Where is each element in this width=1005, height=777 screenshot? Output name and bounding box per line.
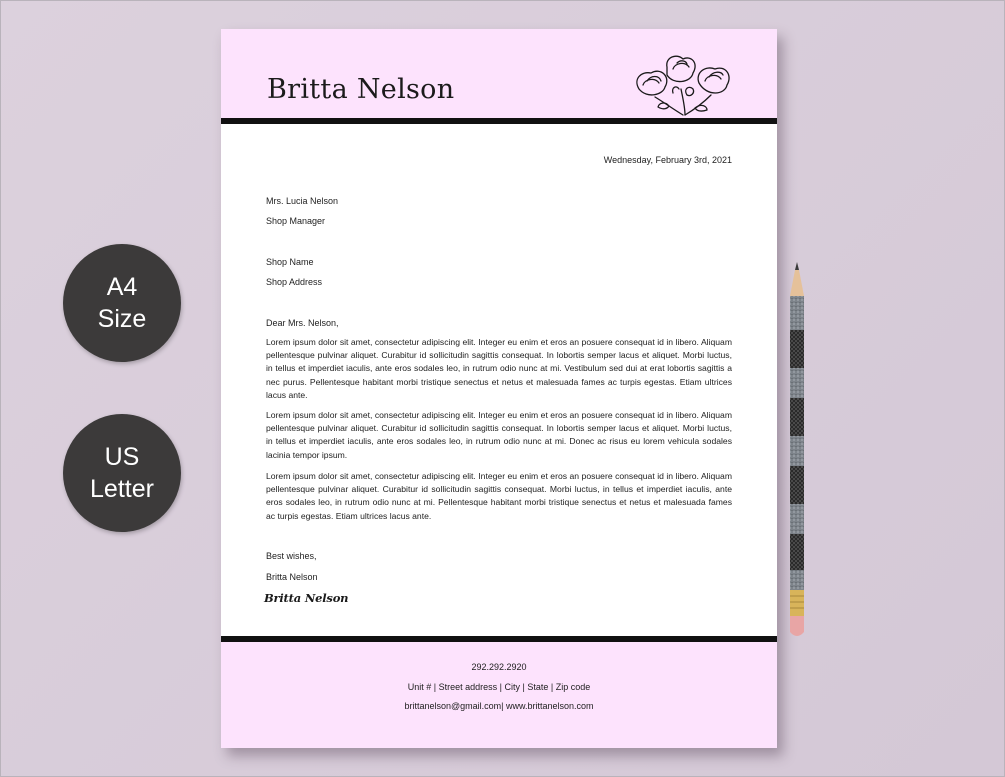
badge-line: US <box>104 443 140 471</box>
a4-size-badge <box>63 244 181 362</box>
us-letter-badge <box>63 414 181 532</box>
footer-band <box>221 642 777 748</box>
sender-name: Britta Nelson <box>266 572 318 582</box>
footer-address: Unit # | Street address | City | State | Zip code <box>407 682 591 692</box>
badge-line: Letter <box>90 475 154 503</box>
footer-phone: 292.292.2920 <box>471 662 527 672</box>
body-paragraph-2: Lorem ipsum dolor sit amet, consectetur adipiscing elit. Integer eu enim et eros an posuere consequat id in libero. Aliquam pellentesque pulvinar aliquet. Curabitur id sollicitudin sagittis consequat. In lobortis semper lacus et aliquet. Morbi luctus, in tellus et imperdiet iaculis, ante eros sodales leo, in rutrum odio nunc at mi. Donec ac risus eu lorem vehicula sodales lacinia tempor ipsum. <box>266 410 732 460</box>
shop-address: Shop Address <box>266 277 323 287</box>
recipient-title: Shop Manager <box>266 216 326 226</box>
shop-name: Shop Name <box>266 257 314 267</box>
recipient-name: Mrs. Lucia Nelson <box>266 196 339 206</box>
letterhead-page <box>221 29 777 748</box>
letterhead-name: Britta Nelson <box>267 74 455 105</box>
footer-contact: brittanelson@gmail.com| www.brittanelson.com <box>404 701 594 711</box>
closing: Best wishes, <box>266 551 317 561</box>
body-paragraph-3: Lorem ipsum dolor sit amet, consectetur adipiscing elit. Integer eu enim et eros an posuere consequat id in libero. Aliquam pellentesque pulvinar aliquet. Curabitur id sollicitudin sagittis consequat. Morbi luctus, in tellus et imperdiet iaculis, ante eros sodales leo, in rutrum odio nunc at mi. Pellentesque habitant morbi tristique senectus et netus et malesuada fames ac turpis egestas. Etiam ultrices lacus ante. <box>266 471 732 521</box>
badge-line: A4 <box>106 273 138 301</box>
badge-line: Size <box>97 305 147 333</box>
body-paragraph-1: Lorem ipsum dolor sit amet, consectetur adipiscing elit. Integer eu enim et eros an posuere consequat id in libero. Aliquam pellentesque pulvinar aliquet. Curabitur id sollicitudin sagittis consequat. In lobortis semper lacus et aliquet. Morbi luctus, in tellus et imperdiet iaculis, ante eros sodales leo, in rutrum odio nunc at mi. Vestibulum sed dui at erat lobortis sagittis a nec purus. Pellentesque habitant morbi tristique senectus et netus et malesuada fames ac turpis egestas. Etiam ultrices lacus ante. <box>266 337 732 400</box>
signature: Britta Nelson <box>264 591 349 605</box>
rose-flowers-icon <box>625 53 737 119</box>
salutation: Dear Mrs. Nelson, <box>266 318 339 328</box>
pencil-icon <box>785 262 809 642</box>
letter-date: Wednesday, February 3rd, 2021 <box>603 155 732 165</box>
